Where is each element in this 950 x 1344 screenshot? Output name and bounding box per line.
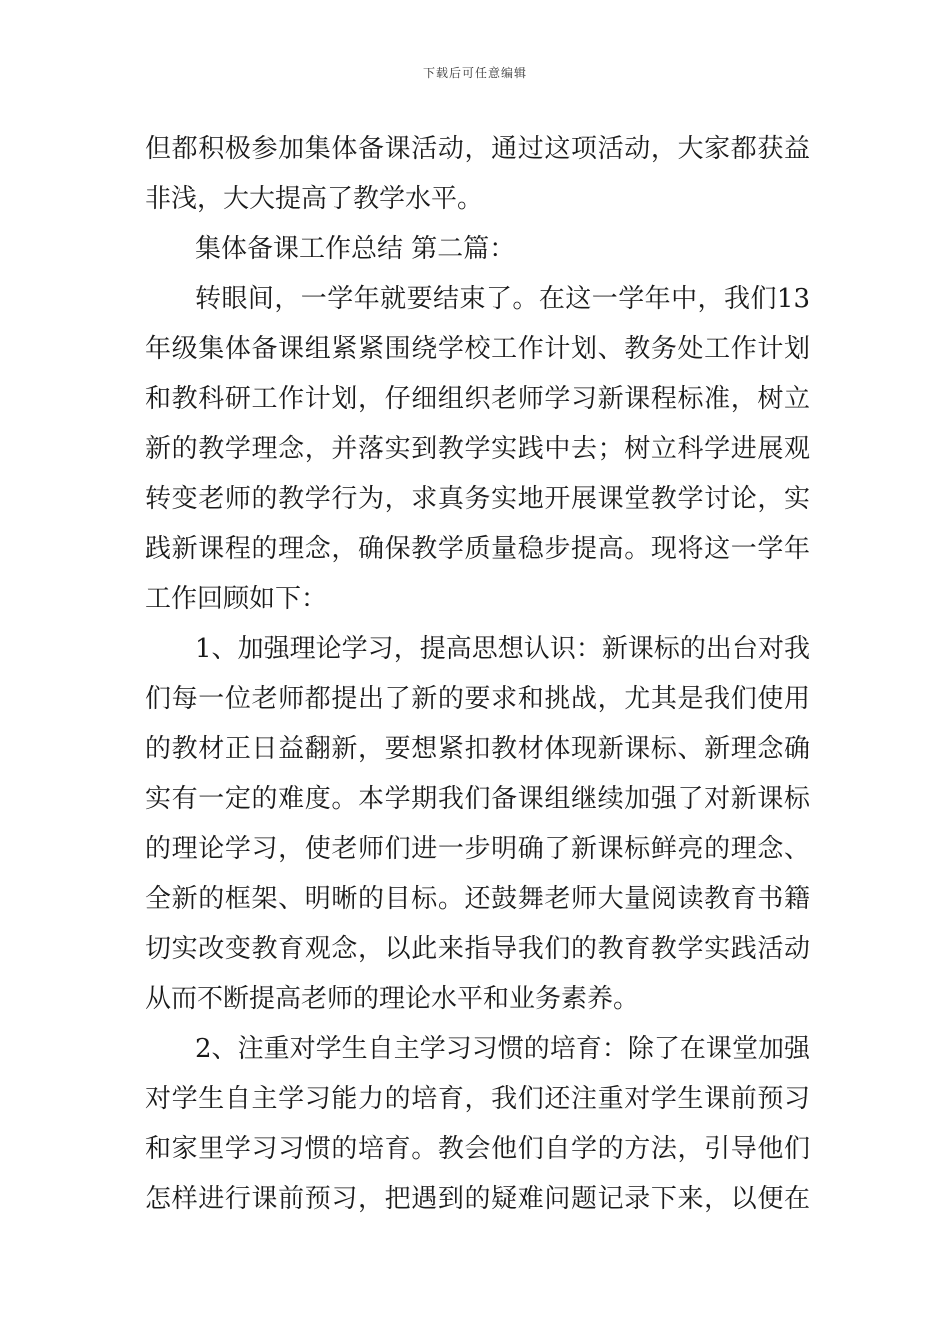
text-line: 怎样进行课前预习，把遇到的疑难问题记录下来，以便在 bbox=[145, 1184, 810, 1214]
text-line: 践新课程的理念，确保教学质量稳步提高。现将这一学年 bbox=[145, 534, 810, 564]
text-line: 年级集体备课组紧紧围绕学校工作计划、教务处工作计划 bbox=[145, 334, 810, 364]
page-header: 下载后可任意编辑 bbox=[422, 66, 527, 80]
text-line: 实有一定的难度。本学期我们备课组继续加强了对新课标 bbox=[145, 784, 810, 814]
text-line: 非浅，大大提高了教学水平。 bbox=[145, 184, 484, 214]
text-line: 转眼间，一学年就要结束了。在这一学年中，我们13 bbox=[195, 284, 810, 314]
text-line: 的理论学习，使老师们进一步明确了新课标鲜亮的理念、 bbox=[145, 834, 810, 864]
text-line: 从而不断提高老师的理论水平和业务素养。 bbox=[145, 984, 640, 1014]
text-line: 对学生自主学习能力的培育，我们还注重对学生课前预习 bbox=[145, 1084, 810, 1114]
text-line: 的教材正日益翻新，要想紧扣教材体现新课标、新理念确 bbox=[145, 734, 810, 764]
text-line: 和家里学习习惯的培育。教会他们自学的方法，引导他们 bbox=[145, 1134, 810, 1164]
text-line: 2、注重对学生自主学习习惯的培育：除了在课堂加强 bbox=[195, 1034, 810, 1064]
text-line: 和教科研工作计划，仔细组织老师学习新课程标准，树立 bbox=[145, 384, 810, 414]
text-line: 转变老师的教学行为，求真务实地开展课堂教学讨论，实 bbox=[145, 484, 810, 514]
document-body bbox=[145, 124, 810, 1224]
text-line: 全新的框架、明晰的目标。还鼓舞老师大量阅读教育书籍 bbox=[145, 884, 810, 914]
text-line: 工作回顾如下： bbox=[145, 584, 328, 614]
text-line: 但都积极参加集体备课活动，通过这项活动，大家都获益 bbox=[145, 134, 810, 164]
text-line: 1、加强理论学习，提高思想认识：新课标的出台对我 bbox=[195, 634, 810, 664]
text-line: 切实改变教育观念，以此来指导我们的教育教学实践活动 bbox=[145, 934, 810, 964]
text-line: 集体备课工作总结 第二篇： bbox=[195, 234, 516, 264]
text-line: 们每一位老师都提出了新的要求和挑战，尤其是我们使用 bbox=[145, 684, 810, 714]
text-line: 新的教学理念，并落实到教学实践中去；树立科学进展观 bbox=[145, 434, 810, 464]
